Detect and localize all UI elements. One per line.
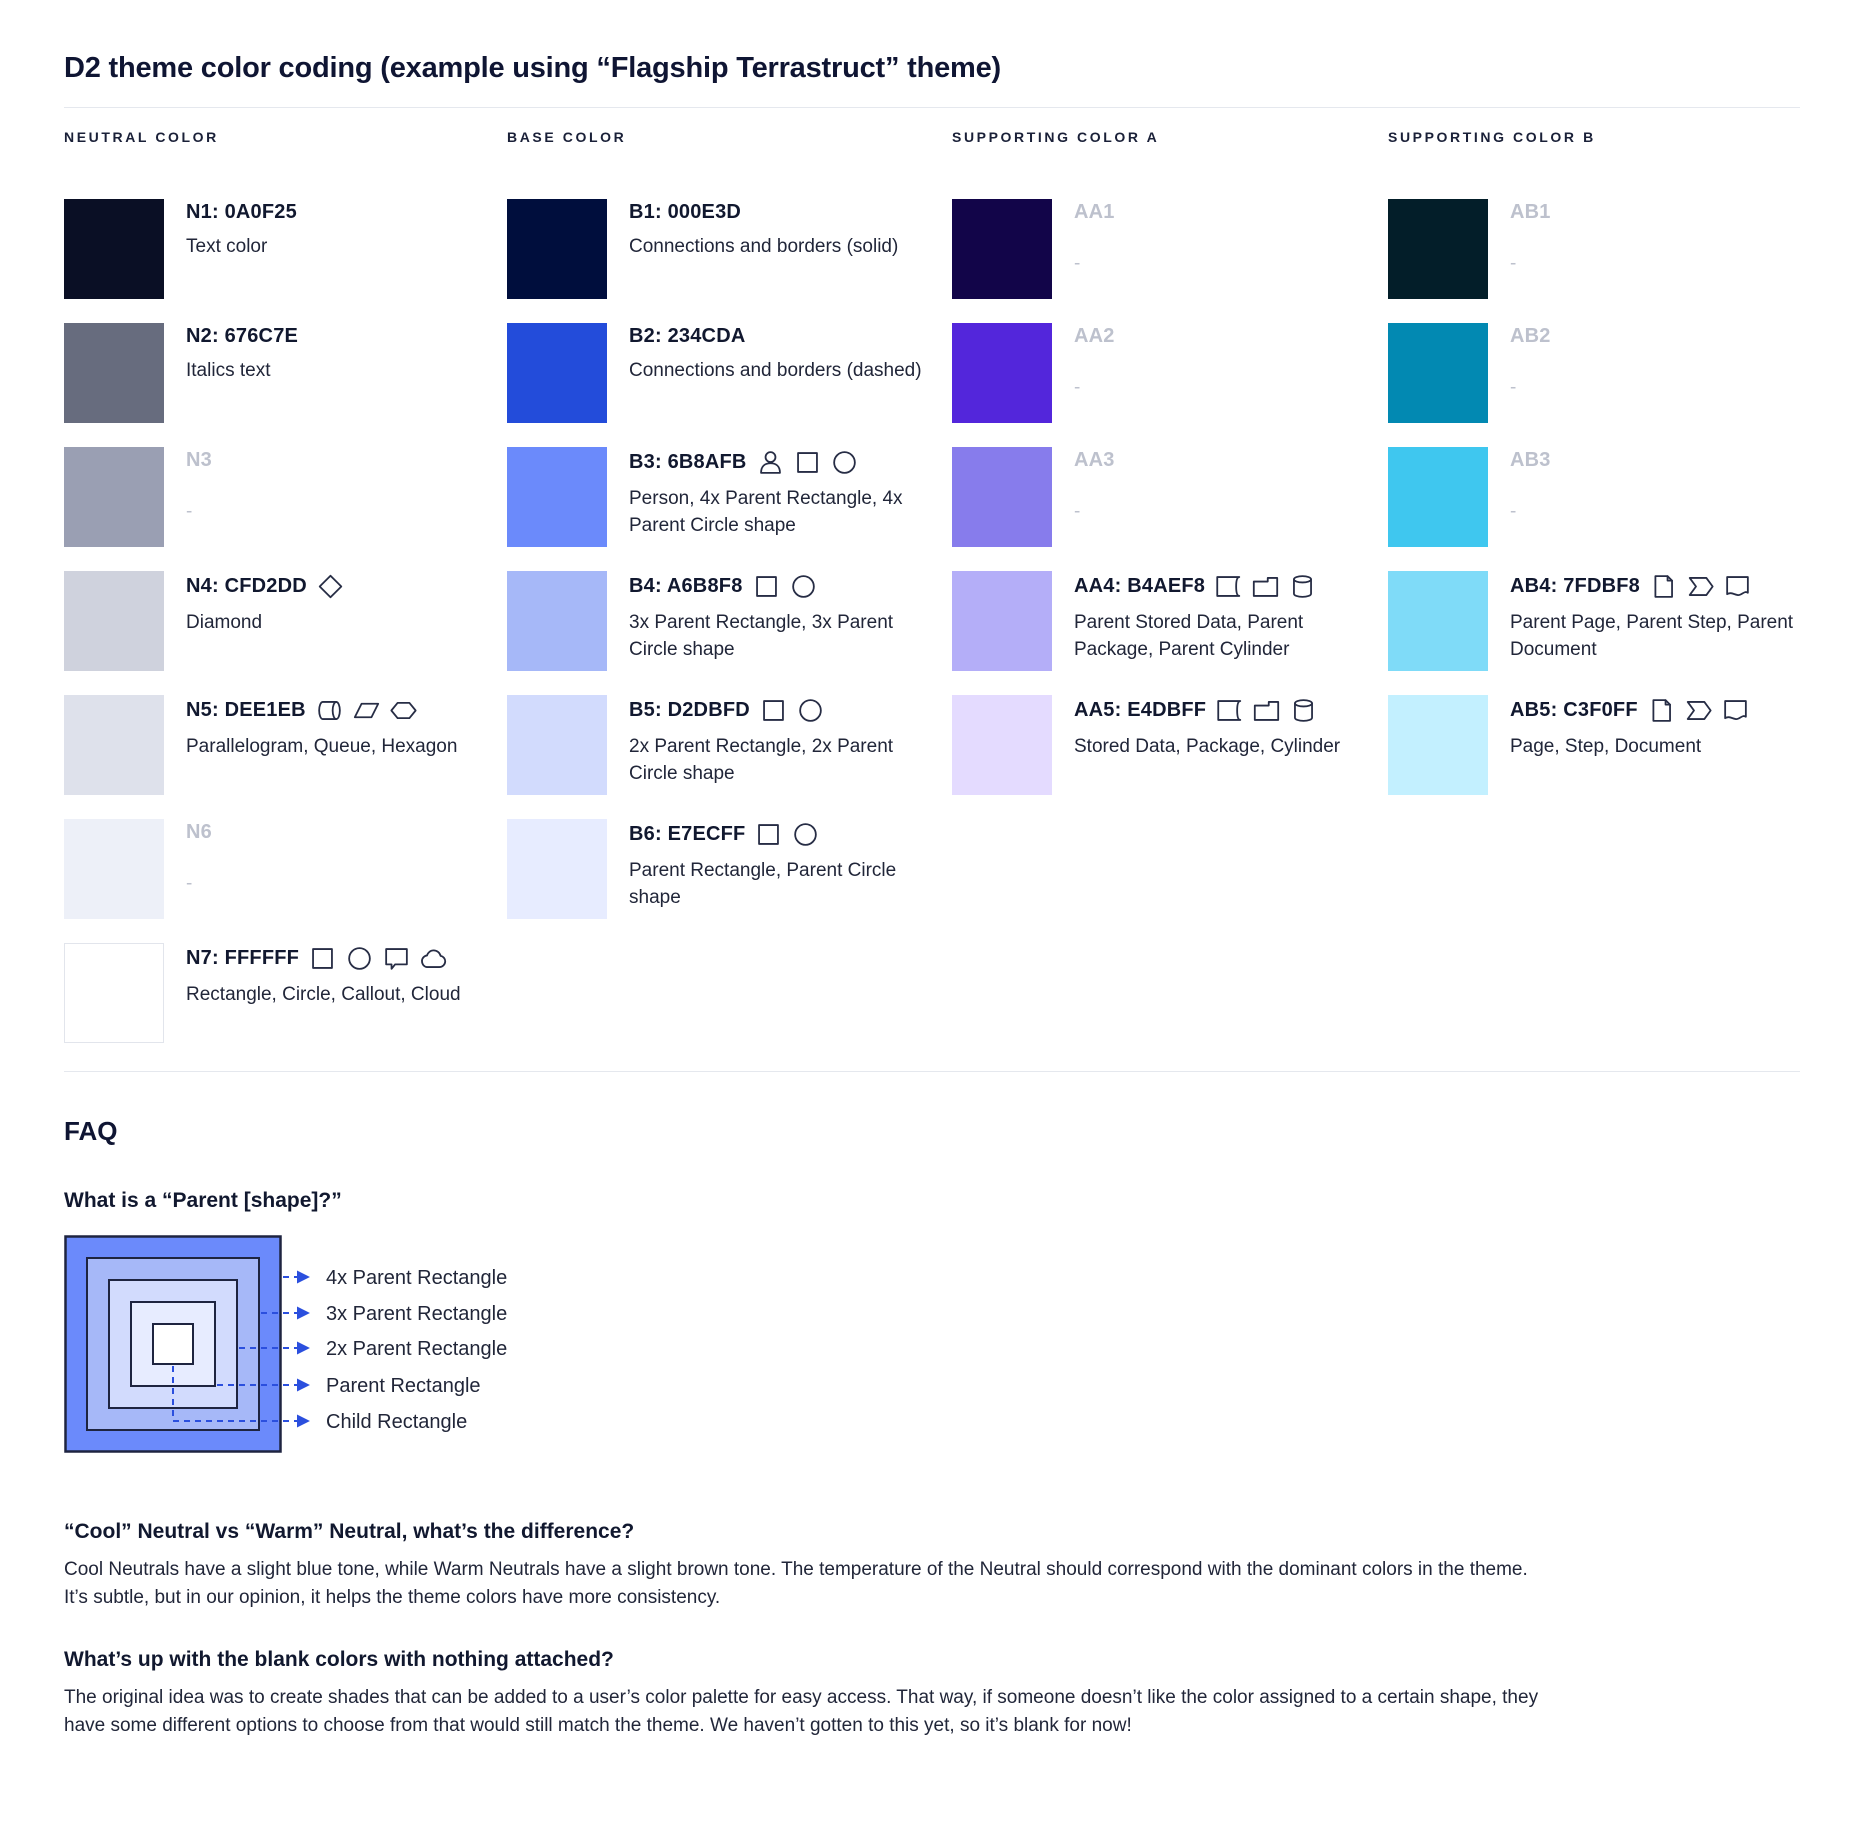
color-usage: Parent Stored Data, Parent Package, Parent Cylinder <box>1074 612 1304 660</box>
color-usage: Text color <box>186 236 268 257</box>
color-swatch <box>1388 695 1488 795</box>
color-usage: Parent Rectangle, Parent Circle shape <box>629 860 897 908</box>
palette-item <box>1388 199 1800 299</box>
divider-faq <box>64 1071 1800 1072</box>
color-info <box>186 819 212 919</box>
palette-item <box>64 199 507 299</box>
document-icon <box>1722 697 1749 724</box>
color-usage: Diamond <box>186 612 263 633</box>
color-info <box>629 819 931 919</box>
color-name: AB1 <box>1510 201 1551 223</box>
color-usage: - <box>1510 377 1517 398</box>
rectangle-icon <box>753 573 780 600</box>
column-header: SUPPORTING COLOR B <box>1388 129 1596 145</box>
color-usage: Connections and borders (dashed) <box>629 360 922 381</box>
color-usage: Page, Step, Document <box>1510 736 1702 757</box>
palette-item <box>64 447 507 547</box>
color-info <box>1074 199 1115 299</box>
page-title: D2 theme color coding (example using “Flagship Terrastruct” theme) <box>64 52 1002 84</box>
color-info <box>186 199 297 299</box>
palette-item <box>952 571 1388 671</box>
cloud-icon <box>420 945 447 972</box>
color-info <box>186 695 457 795</box>
circle-icon <box>790 573 817 600</box>
cylinder-icon <box>1290 697 1317 724</box>
palette-item <box>507 447 952 547</box>
faq-question-parent-shape: What is a “Parent [shape]?” <box>64 1189 342 1212</box>
parent-shape-diagram <box>64 1235 1800 1468</box>
palette-item <box>1388 323 1800 423</box>
label-4x-parent-rectangle: 4x Parent Rectangle <box>326 1267 508 1289</box>
color-name: N2: 676C7E <box>186 325 299 347</box>
color-swatch <box>64 571 164 671</box>
color-name: N1: 0A0F25 <box>186 201 297 223</box>
color-info <box>629 571 931 671</box>
color-swatch <box>952 571 1052 671</box>
color-name: B4: A6B8F8 <box>629 575 743 597</box>
color-usage: 2x Parent Rectangle, 2x Parent Circle shape <box>629 736 894 784</box>
column-header: NEUTRAL COLOR <box>64 129 219 145</box>
circle-icon <box>792 821 819 848</box>
package-icon <box>1252 573 1279 600</box>
circle-icon <box>346 945 373 972</box>
faq-heading: FAQ <box>64 1116 118 1146</box>
color-name: B5: D2DBFD <box>629 699 750 721</box>
palette-item <box>1388 571 1800 671</box>
color-name: N7: FFFFFF <box>186 947 300 969</box>
palette-column <box>507 129 952 1067</box>
parallelogram-icon <box>353 697 380 724</box>
nested-rectangles-figure <box>64 1235 534 1463</box>
faq-question-blank-colors: What’s up with the blank colors with nothing attached? <box>64 1648 614 1671</box>
color-swatch <box>507 199 607 299</box>
color-usage: Stored Data, Package, Cylinder <box>1074 736 1341 757</box>
color-swatch <box>507 323 607 423</box>
color-info <box>629 447 931 547</box>
faq-answer-blank-colors: The original idea was to create shades that can be added to a user’s color palette for easy access. That way, if someone doesn’t like the color assigned to a certain shape, they have some different options to choose from that would still match the theme. We haven’t gotten to this yet, so it’s blank for now! <box>64 1687 1539 1736</box>
color-info <box>629 199 898 299</box>
color-swatch <box>1388 199 1488 299</box>
page-icon <box>1650 573 1677 600</box>
color-info <box>629 695 931 795</box>
palette-item <box>1388 695 1800 795</box>
color-usage: Italics text <box>186 360 271 381</box>
palette-item <box>952 695 1388 795</box>
color-name: N3 <box>186 449 212 471</box>
color-usage: - <box>1510 501 1517 522</box>
color-swatch <box>952 323 1052 423</box>
color-info <box>1074 447 1115 547</box>
color-usage: Parent Page, Parent Step, Parent Document <box>1510 612 1794 660</box>
color-name: B1: 000E3D <box>629 201 742 223</box>
palette-item <box>64 943 507 1043</box>
person-icon <box>757 449 784 476</box>
color-name: AB3 <box>1510 449 1551 471</box>
color-info <box>186 447 212 547</box>
palette-item <box>507 695 952 795</box>
color-name: N4: CFD2DD <box>186 575 307 597</box>
palette-item <box>507 323 952 423</box>
color-name: N6 <box>186 821 212 843</box>
palette-column <box>952 129 1388 1067</box>
color-usage: - <box>1074 253 1081 274</box>
color-swatch <box>507 571 607 671</box>
palette-column <box>64 129 507 1067</box>
color-usage: - <box>186 501 193 522</box>
color-info <box>1510 323 1551 423</box>
stored-data-icon <box>1215 573 1242 600</box>
color-swatch <box>64 819 164 919</box>
color-usage: 3x Parent Rectangle, 3x Parent Circle shape <box>629 612 894 660</box>
color-info <box>629 323 922 423</box>
label-parent-rectangle: Parent Rectangle <box>326 1375 481 1397</box>
document-icon <box>1724 573 1751 600</box>
color-name: AB2 <box>1510 325 1551 347</box>
color-swatch <box>1388 323 1488 423</box>
rect-child <box>153 1324 193 1364</box>
color-info <box>186 571 344 671</box>
color-info <box>186 323 298 423</box>
color-swatch <box>64 199 164 299</box>
rectangle-icon <box>755 821 782 848</box>
palette-item <box>64 571 507 671</box>
color-info <box>1510 695 1749 795</box>
color-name: AA3 <box>1074 449 1115 471</box>
color-info <box>1510 199 1551 299</box>
color-swatch <box>64 695 164 795</box>
color-swatch <box>507 447 607 547</box>
queue-icon <box>316 697 343 724</box>
color-info <box>1510 447 1551 547</box>
hexagon-icon <box>390 697 417 724</box>
color-name: B6: E7ECFF <box>629 823 746 845</box>
divider-top <box>64 107 1800 108</box>
color-name: B2: 234CDA <box>629 325 746 347</box>
palette-item <box>64 819 507 919</box>
color-name: AB5: C3F0FF <box>1510 699 1638 721</box>
color-usage: Rectangle, Circle, Callout, Cloud <box>186 984 461 1005</box>
color-swatch <box>1388 447 1488 547</box>
color-swatch <box>952 199 1052 299</box>
step-icon <box>1685 697 1712 724</box>
color-swatch <box>507 695 607 795</box>
palette-item <box>952 323 1388 423</box>
color-usage: - <box>186 873 193 894</box>
color-swatch <box>64 323 164 423</box>
palette-grid <box>64 129 1800 1067</box>
palette-item <box>507 199 952 299</box>
color-info <box>1074 695 1340 795</box>
label-2x-parent-rectangle: 2x Parent Rectangle <box>326 1338 508 1360</box>
color-info <box>1074 571 1376 671</box>
color-swatch <box>507 819 607 919</box>
color-usage: - <box>1074 501 1081 522</box>
palette-item <box>507 571 952 671</box>
color-info <box>1510 571 1800 671</box>
page-icon <box>1648 697 1675 724</box>
circle-icon <box>831 449 858 476</box>
palette-item <box>507 819 952 919</box>
palette-item <box>952 447 1388 547</box>
color-name: AA1 <box>1074 201 1115 223</box>
faq-section <box>64 1116 1800 1740</box>
label-3x-parent-rectangle: 3x Parent Rectangle <box>326 1303 508 1325</box>
color-name: AA4: B4AEF8 <box>1074 575 1206 597</box>
color-info <box>186 943 461 1043</box>
label-child-rectangle: Child Rectangle <box>326 1411 468 1433</box>
stored-data-icon <box>1216 697 1243 724</box>
palette-column <box>1388 129 1800 1067</box>
callout-icon <box>383 945 410 972</box>
rectangle-icon <box>760 697 787 724</box>
color-swatch <box>64 943 164 1043</box>
color-name: B3: 6B8AFB <box>629 451 747 473</box>
palette-item <box>64 323 507 423</box>
cylinder-icon <box>1289 573 1316 600</box>
color-usage: Parallelogram, Queue, Hexagon <box>186 736 458 757</box>
rectangle-icon <box>794 449 821 476</box>
color-usage: Person, 4x Parent Rectangle, 4x Parent Circle shape <box>629 488 903 536</box>
color-name: N5: DEE1EB <box>186 699 306 721</box>
faq-question-cool-warm: “Cool” Neutral vs “Warm” Neutral, what’s the difference? <box>64 1520 635 1543</box>
color-name: AA5: E4DBFF <box>1074 699 1207 721</box>
palette-item <box>952 199 1388 299</box>
color-usage: - <box>1510 253 1517 274</box>
column-header: BASE COLOR <box>507 129 627 145</box>
palette-item <box>64 695 507 795</box>
palette-item <box>1388 447 1800 547</box>
rectangle-icon <box>309 945 336 972</box>
color-name: AB4: 7FDBF8 <box>1510 575 1640 597</box>
color-swatch <box>952 695 1052 795</box>
color-swatch <box>1388 571 1488 671</box>
color-swatch <box>952 447 1052 547</box>
column-header: SUPPORTING COLOR A <box>952 129 1160 145</box>
package-icon <box>1253 697 1280 724</box>
color-info <box>1074 323 1115 423</box>
color-name: AA2 <box>1074 325 1115 347</box>
color-usage: - <box>1074 377 1081 398</box>
diamond-icon <box>317 573 344 600</box>
faq-answer-cool-warm: Cool Neutrals have a slight blue tone, while Warm Neutrals have a slight brown tone. The temperature of the Neutral should correspond with the dominant colors in the theme. It’s subtle, but in our opinion, it helps the theme colors have more consistency. <box>64 1559 1528 1608</box>
circle-icon <box>797 697 824 724</box>
step-icon <box>1687 573 1714 600</box>
color-swatch <box>64 447 164 547</box>
color-usage: Connections and borders (solid) <box>629 236 899 257</box>
